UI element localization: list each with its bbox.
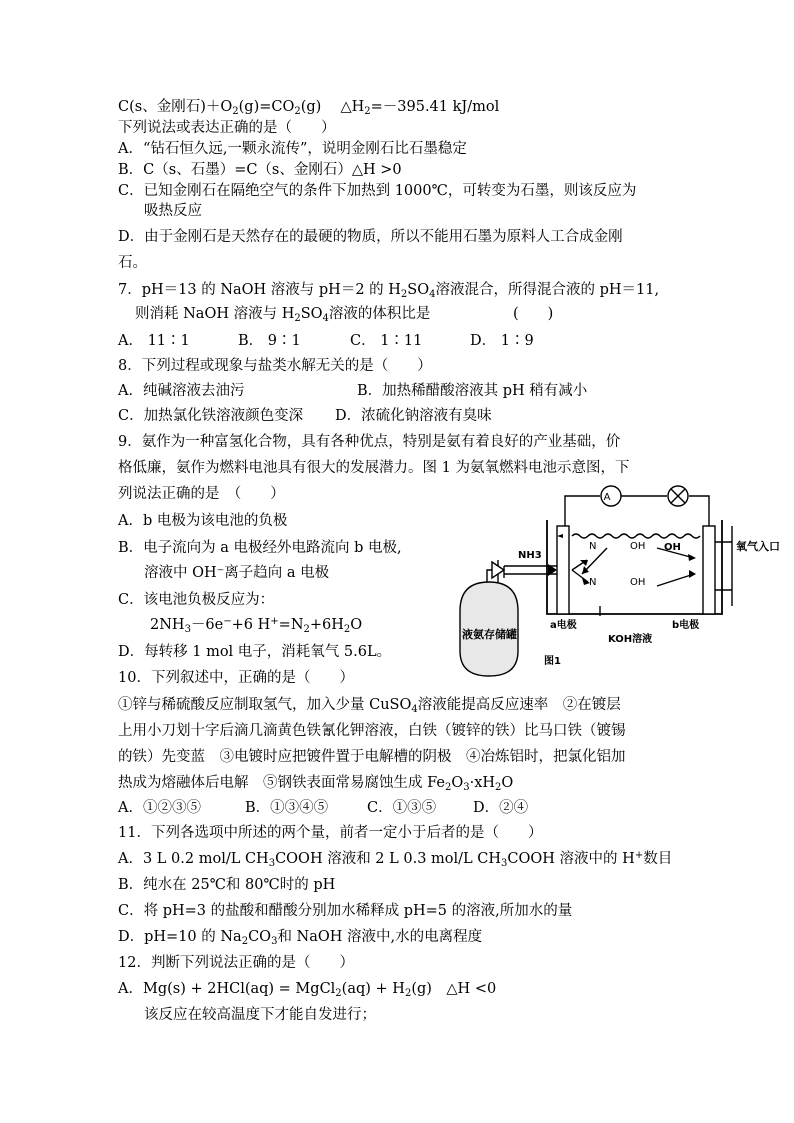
option-c-line2: 吸热反应: [144, 203, 202, 219]
q11-part: A．3 L 0.2 mol/L CH: [118, 851, 269, 867]
b-electrode-label: b电极: [672, 620, 700, 631]
oxygen-inlet-label: 氧气入口: [736, 540, 780, 553]
q7-part: SO: [407, 282, 430, 298]
sub: 2: [495, 782, 502, 793]
q9-line3: 列说法正确的是 （ ）: [118, 486, 285, 502]
q9-option-c-equation: [150, 615, 362, 635]
option-a: A．“钻石恒久远,一颗永流传”，说明金刚石比石墨稳定: [118, 141, 467, 157]
q12-option-a: [118, 979, 496, 999]
sup: −: [223, 616, 232, 627]
q10-line2: 上用小刀划十字后滴几滴黄色铁氰化钾溶液，白铁（镀锌的铁）比马口铁（镀锡: [118, 723, 626, 739]
q8-option-d: D．浓硫化钠溶液有臭味: [335, 408, 492, 424]
option-c-line1: C．已知金刚石在隔绝空气的条件下加热到 1000℃，可转变为石墨，则该反应为: [118, 183, 637, 199]
eq-part: =N: [278, 617, 304, 633]
sub: 3: [501, 858, 508, 869]
q11-part: 数目: [643, 851, 673, 867]
q12-option-a-line2: 该反应在较高温度下才能自发进行；: [144, 1007, 376, 1023]
fuel-cell-figure: [432, 486, 780, 676]
q12-part: A．Mg(s) + 2HCl(aq) = MgCl: [118, 981, 336, 997]
sub: 2: [294, 313, 301, 324]
q9-option-a: A．b 电极为该电池的负极: [118, 513, 288, 529]
eq-part: O: [350, 617, 363, 633]
sub: 3: [463, 782, 470, 793]
sub: 2: [343, 624, 351, 635]
sub: 2: [400, 289, 408, 300]
q9-line2: 格低廉，氨作为燃料电池具有很大的发展潜力。图 1 为氨氧燃料电池示意图，下: [118, 460, 630, 476]
sup: +: [634, 850, 644, 861]
eq-part: C(s、金刚石)＋O: [118, 99, 233, 115]
q7-part: SO: [300, 306, 323, 322]
eq-part: +6H: [309, 617, 344, 633]
q7-option-d: D． 1∶9: [470, 333, 534, 349]
sub: 3: [184, 624, 191, 635]
sub: 4: [411, 704, 418, 715]
q9-option-b-line1: B．电子流向为 a 电极经外电路流向 b 电极,: [118, 540, 402, 556]
q12-stem: 12．判断下列说法正确的是（ ）: [118, 955, 354, 971]
q7-option-a: A． 11∶1: [118, 333, 190, 349]
q12-part: (aq) + H: [341, 981, 405, 997]
q11-part: CO: [248, 929, 272, 945]
eq-part: 2NH: [150, 617, 185, 633]
ammeter-label: A: [603, 492, 611, 503]
q11-option-a: [118, 849, 672, 869]
q9-option-c-line1: C．该电池负极反应为：: [118, 592, 275, 608]
q10-option-b: B．①③④⑤: [245, 800, 329, 816]
q10-option-d: D．②④: [473, 800, 529, 816]
q10-part: ①锌与稀硫酸反应制取氢气，加入少量 CuSO: [118, 697, 412, 713]
option-b: B．C（s、石墨）=C（s、金刚石）△H >0: [118, 162, 402, 178]
q11-part: COOH 溶液中的 H: [507, 851, 635, 867]
q9-option-b-line2: 溶液中 OH⁻离子趋向 a 电极: [144, 565, 330, 581]
q10-part: 溶液能提高反应速率 ②在镀层: [417, 697, 621, 713]
q10-part: O: [451, 775, 464, 791]
q7-option-c: C． 1∶11: [350, 333, 423, 349]
eq-part: (g) △H: [300, 99, 365, 115]
sub: 2: [294, 106, 301, 117]
q10-line3: 的铁）先变蓝 ③电镀时应把镀件置于电解槽的阴极 ④冶炼铝时，把氯化铝加: [118, 749, 626, 765]
nh3-label: NH3: [518, 550, 542, 561]
sub: 3: [268, 858, 276, 869]
q10-option-a: A．①②③⑤: [118, 800, 201, 816]
q7-part: 则消耗 NaOH 溶液与 H: [135, 306, 295, 322]
sub: 2: [232, 106, 239, 117]
koh-label: KOH溶液: [608, 634, 653, 645]
q11-stem: 11．下列各选项中所述的两个量，前者一定小于后者的是（ ）: [118, 825, 543, 841]
option-d-line2: 石。: [118, 255, 147, 271]
q7-option-b: B． 9∶1: [238, 333, 301, 349]
q8-option-c: C．加热氯化铁溶液颜色变深: [118, 408, 304, 424]
sub: 4: [322, 313, 329, 324]
eq-part: +6 H: [231, 617, 271, 633]
oh-label-top: OH: [630, 541, 646, 552]
q9-line1: 9．氨作为一种富氢化合物，具有各种优点，特别是氨有着良好的产业基础，价: [118, 434, 621, 450]
sub: 2: [364, 106, 371, 117]
sub: 2: [335, 988, 342, 999]
n2-label-bottom: N: [589, 577, 597, 588]
q7-part: 溶液的体积比是: [328, 306, 431, 322]
n2-label-top: N: [589, 541, 597, 552]
eq-part: =－395.41 kJ/mol: [370, 99, 500, 115]
q7-part: 7．pH＝13 的 NaOH 溶液与 pH＝2 的 H: [118, 282, 401, 298]
oh-label-bottom: OH: [630, 577, 646, 588]
q11-option-c: C．将 pH=3 的盐酸和醋酸分别加水稀释成 pH=5 的溶液,所加水的量: [118, 903, 573, 919]
q11-part: 和 NaOH 溶液中,水的电离程度: [277, 929, 483, 945]
q10-stem: 10．下列叙述中，正确的是（ ）: [118, 670, 354, 686]
q10-part: 热成为熔融体后电解 ⑤钢铁表面常易腐蚀生成 Fe: [118, 775, 445, 791]
q10-line4: [118, 773, 513, 793]
q8-option-b: B．加热稀醋酸溶液其 pH 稍有减小: [357, 383, 588, 399]
question-intro: 下列说法或表达正确的是（ ）: [118, 120, 336, 136]
q10-option-c: C．①③⑤: [367, 800, 437, 816]
q7-line2: [135, 304, 430, 324]
tank-label: 液氨存储罐: [462, 628, 517, 641]
q8-option-a: A．纯碱溶液去油污: [118, 383, 245, 399]
q7-line1: [118, 280, 659, 300]
q12-part: (g) △H <0: [411, 981, 497, 997]
equation-line: [118, 97, 499, 117]
q7-bracket: ( ): [513, 306, 554, 322]
q10-part: O: [501, 775, 514, 791]
oh-label-right: OH: [664, 542, 681, 553]
sub: 2: [303, 624, 310, 635]
q8-stem: 8．下列过程或现象与盐类水解无关的是（ ）: [118, 358, 432, 374]
q10-part: ·xH: [469, 775, 496, 791]
sup: +: [270, 616, 279, 627]
q10-line1: [118, 695, 621, 715]
option-d-line1: D．由于金刚石是天然存在的最硬的物质，所以不能用石墨为原料人工合成金刚: [118, 229, 623, 245]
sub: 2: [444, 782, 452, 793]
a-electrode-label: a电极: [550, 620, 577, 631]
q11-option-d: [118, 927, 482, 947]
q11-part: COOH 溶液和 2 L 0.3 mol/L CH: [275, 851, 502, 867]
figure-caption: 图1: [544, 656, 561, 667]
q7-part: 溶液混合，所得混合液的 pH＝11,: [435, 282, 660, 298]
sub: 4: [429, 289, 436, 300]
q9-option-d: D．每转移 1 mol 电子，消耗氧气 5.6L。: [118, 644, 392, 660]
q11-option-b: B．纯水在 25℃和 80℃时的 pH: [118, 877, 336, 893]
sub: 2: [404, 988, 412, 999]
q11-part: D．pH=10 的 Na: [118, 929, 242, 945]
sub: 3: [271, 936, 278, 947]
eq-part: (g)=CO: [238, 99, 295, 115]
eq-part: －6e: [190, 617, 224, 633]
sub: 2: [241, 936, 249, 947]
